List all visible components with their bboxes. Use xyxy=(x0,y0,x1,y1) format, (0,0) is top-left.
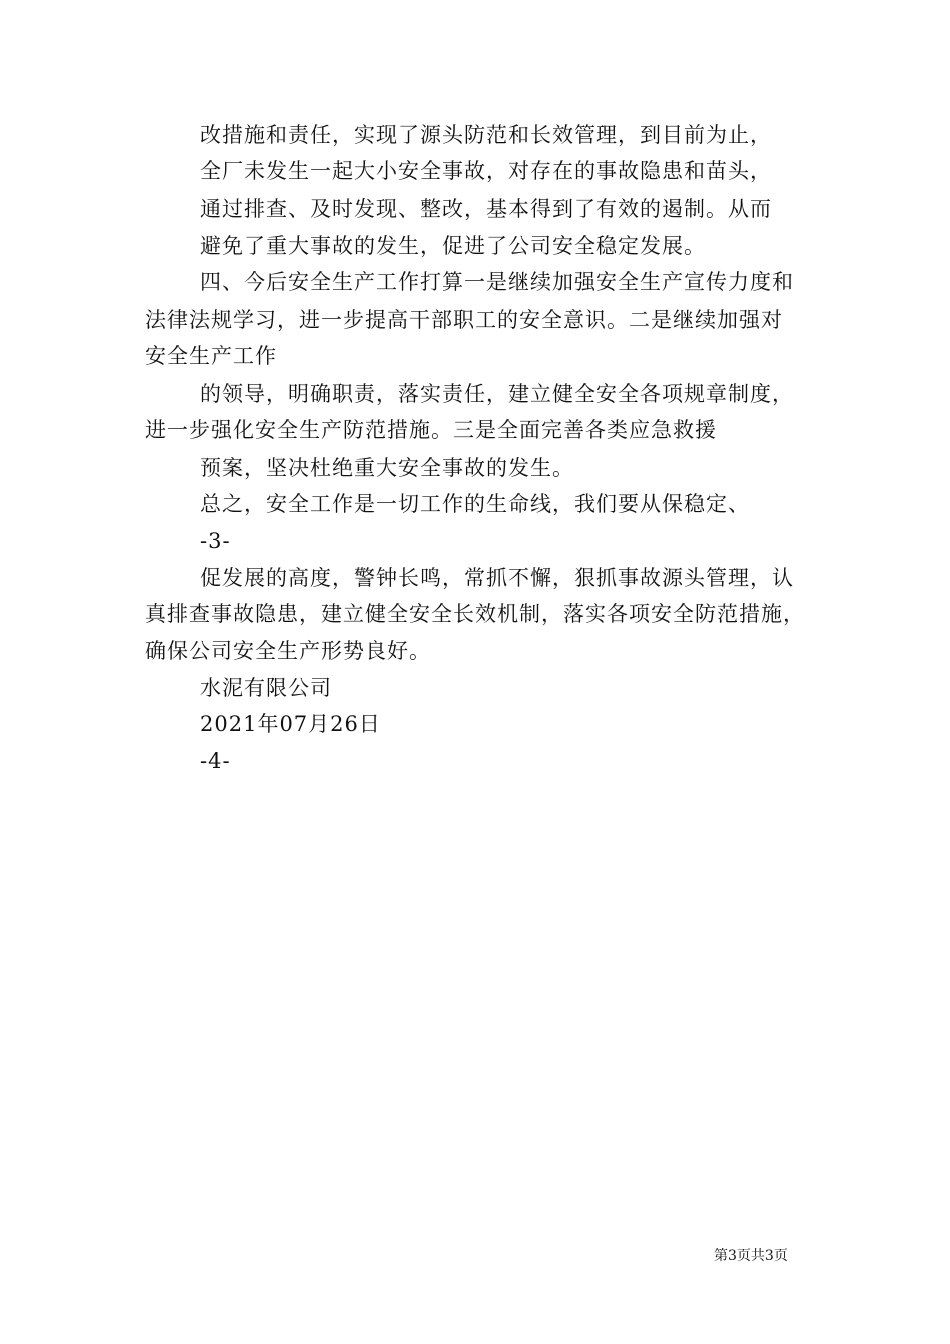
body-line-13: 促发展的高度，警钟长鸣，常抓不懈，狠抓事故源头管理，认 xyxy=(200,566,794,590)
body-line-4: 避免了重大事故的发生，促进了公司安全稳定发展。 xyxy=(200,234,706,258)
page-number-footer: 第3页共3页 xyxy=(714,1248,788,1264)
page-marker-4: -4- xyxy=(200,749,231,773)
body-line-9: 进一步强化安全生产防范措施。三是全面完善各类应急救援 xyxy=(145,418,717,442)
body-line-6: 法律法规学习，进一步提高干部职工的安全意识。二是继续加强对 xyxy=(145,308,783,332)
body-line-2: 全厂未发生一起大小安全事故，对存在的事故隐患和苗头， xyxy=(200,159,772,183)
body-line-14: 真排查事故隐患，建立健全安全长效机制，落实各项安全防范措施， xyxy=(145,602,805,626)
body-line-8: 的领导，明确职责，落实责任，建立健全安全各项规章制度， xyxy=(200,382,794,406)
body-line-10: 预案，坚决杜绝重大安全事故的发生。 xyxy=(200,456,574,480)
body-line-1: 改措施和责任，实现了源头防范和长效管理，到目前为止， xyxy=(200,123,772,147)
conclusion-line: 总之，安全工作是一切工作的生命线，我们要从保稳定、 xyxy=(200,492,750,516)
section-four-heading-line: 四、今后安全生产工作打算一是继续加强安全生产宣传力度和 xyxy=(200,270,794,294)
page-marker-3: -3- xyxy=(200,529,231,553)
signature-date: 2021年07月26日 xyxy=(200,712,381,736)
company-signature: 水泥有限公司 xyxy=(200,676,332,700)
body-line-3: 通过排查、及时发现、整改，基本得到了有效的遏制。从而 xyxy=(200,197,772,221)
body-line-15: 确保公司安全生产形势良好。 xyxy=(145,639,431,663)
body-line-7: 安全生产工作 xyxy=(145,344,277,368)
